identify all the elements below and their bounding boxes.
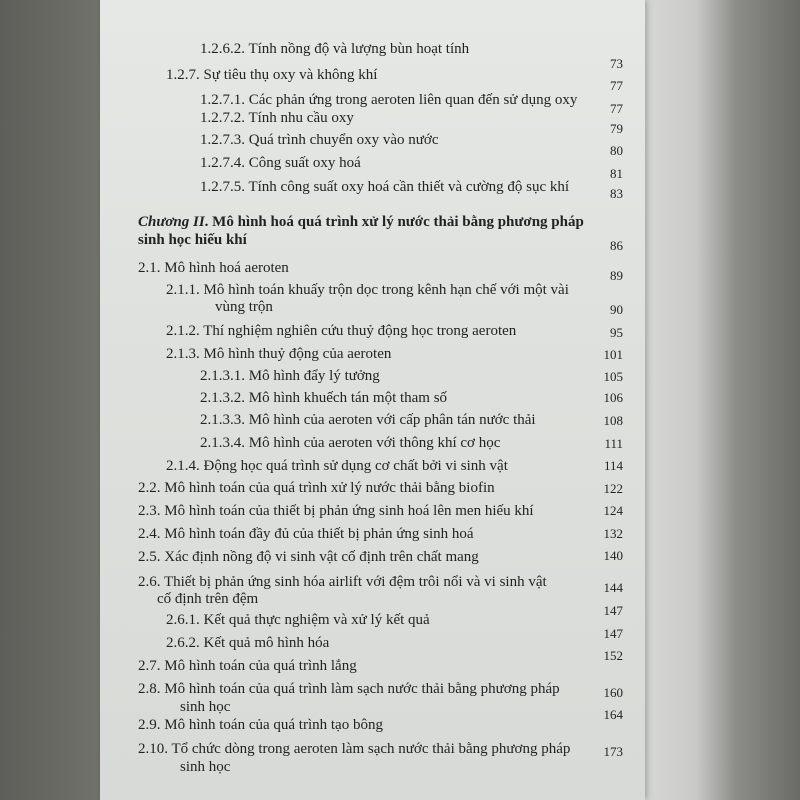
page-number: 89 — [610, 268, 623, 283]
toc-entry: 2.1.3.2. Mô hình khuếch tán một tham số — [200, 390, 448, 406]
page-number: 77 — [610, 101, 623, 116]
toc-entry: 1.2.7.1. Các phản ứng trong aeroten liên quan đến sử dụng oxy — [200, 92, 578, 108]
page-number: 80 — [610, 143, 623, 158]
page-number: 152 — [603, 648, 623, 663]
page-number: 77 — [610, 78, 623, 93]
page-number: 132 — [603, 526, 623, 541]
chapter-heading — [138, 213, 584, 231]
chapter-title-line1: . Mô hình hoá quá trình xử lý nước thải bằng phương pháp — [204, 214, 584, 230]
toc-entry: 2.1.1. Mô hình toán khuấy trộn dọc trong kênh hạn chế với một vài — [166, 282, 569, 298]
page-number: 86 — [610, 238, 623, 253]
page-number: 114 — [603, 458, 623, 473]
toc-entry: 2.2. Mô hình toán của quá trình xử lý nước thải bằng biofin — [138, 480, 495, 496]
toc-entry: 2.9. Mô hình toán của quá trình tạo bông — [138, 717, 383, 733]
page-number: 83 — [610, 186, 623, 201]
toc-entry-cont: sinh học — [180, 699, 231, 715]
chapter-label: Chương II — [138, 214, 205, 230]
toc-entry: 2.5. Xác định nồng độ vi sinh vật cố định trên chất mang — [138, 549, 479, 565]
page-number: 90 — [610, 302, 623, 317]
page-number: 144 — [603, 580, 623, 595]
page-number: 147 — [603, 603, 623, 618]
toc-entry: 2.3. Mô hình toán của thiết bị phản ứng sinh hoá lên men hiếu khí — [138, 503, 534, 519]
toc-entry: 2.1.3.3. Mô hình của aeroten với cấp phân tán nước thải — [200, 412, 536, 428]
page-number: 81 — [610, 166, 623, 181]
page-number: 108 — [603, 413, 623, 428]
toc-entry: 1.2.7.3. Quá trình chuyển oxy vào nước — [200, 132, 439, 148]
page-number: 79 — [610, 121, 623, 136]
toc-entry: 2.4. Mô hình toán đầy đủ của thiết bị phản ứng sinh hoá — [138, 526, 474, 542]
page-number: 147 — [603, 626, 623, 641]
page-number: 105 — [603, 369, 623, 384]
toc-entry: 2.8. Mô hình toán của quá trình làm sạch nước thải bằng phương pháp — [138, 681, 560, 697]
page-number: 95 — [610, 325, 623, 340]
toc-entry: 2.6. Thiết bị phản ứng sinh hóa airlift với đệm trôi nổi và vi sinh vật — [138, 574, 547, 590]
toc-entry-cont: vùng trộn — [215, 299, 273, 315]
toc-entry: 1.2.7.5. Tính công suất oxy hoá cần thiết và cường độ sục khí — [200, 179, 570, 195]
toc-entry: 2.6.2. Kết quả mô hình hóa — [166, 635, 330, 651]
toc-entry-cont: sinh học — [180, 759, 231, 775]
page-number: 124 — [603, 503, 623, 518]
toc-entry: 1.2.7.2. Tính nhu cầu oxy — [200, 110, 354, 126]
toc-entry: 2.10. Tổ chức dòng trong aeroten làm sạch nước thải bằng phương pháp — [138, 741, 571, 757]
book-page — [100, 0, 645, 800]
toc-entry: 2.1.3.1. Mô hình đẩy lý tưởng — [200, 368, 380, 384]
page-number: 111 — [604, 436, 623, 451]
page-number: 106 — [603, 390, 623, 405]
toc-entry: 1.2.7. Sự tiêu thụ oxy và không khí — [166, 67, 378, 83]
toc-entry: 2.6.1. Kết quả thực nghiệm và xử lý kết quả — [166, 612, 430, 628]
toc-entry-cont: cố định trên đệm — [157, 591, 259, 607]
page-number: 101 — [603, 347, 623, 362]
toc-entry: 2.1.4. Động học quá trình sử dụng cơ chất bởi vi sinh vật — [166, 458, 508, 474]
background-right-page — [640, 0, 800, 800]
page-number: 73 — [610, 56, 623, 71]
page-number: 173 — [603, 744, 623, 759]
toc-entry: 1.2.6.2. Tính nồng độ và lượng bùn hoạt tính — [200, 41, 470, 57]
page-number: 164 — [603, 707, 623, 722]
toc-entry: 2.1.3.4. Mô hình của aeroten với thông khí cơ học — [200, 435, 501, 451]
toc-entry: 2.1.3. Mô hình thuỷ động của aeroten — [166, 346, 392, 362]
toc-entry: 2.7. Mô hình toán của quá trình lắng — [138, 658, 357, 674]
page-number: 122 — [603, 481, 623, 496]
toc-entry: 1.2.7.4. Công suất oxy hoá — [200, 155, 361, 171]
page-number: 160 — [603, 685, 623, 700]
page-number: 140 — [603, 548, 623, 563]
toc-entry: 2.1.2. Thí nghiệm nghiên cứu thuỷ động học trong aeroten — [166, 323, 517, 339]
toc-entry: 2.1. Mô hình hoá aeroten — [138, 260, 289, 276]
chapter-title-line2: sinh học hiếu khí — [138, 232, 247, 248]
